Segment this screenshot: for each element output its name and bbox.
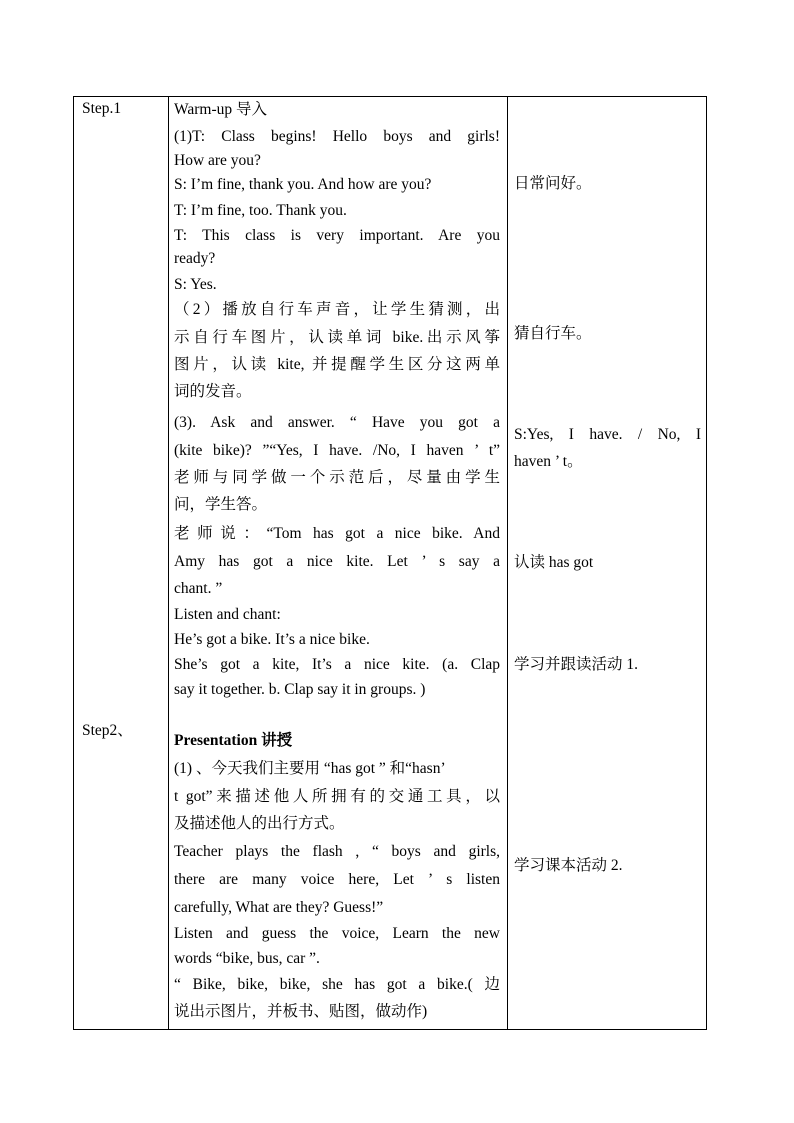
procedure-line: carefully, What are they? Guess!” [174,899,384,916]
procedure-line: （2）播放自行车声音，让学生猜测，出 [174,301,500,318]
procedure-line: (1) 、今天我们主要用 “has got ” 和“hasn’ [174,760,446,777]
procedure-line: Listen and guess the voice, Learn the new [174,925,500,942]
note-activity-1: 学习并跟读活动 1. [514,656,639,673]
presentation-title: Presentation 讲授 [174,732,293,749]
procedure-line: Amy has got a nice kite. Let ’ s say a [174,553,500,570]
note-activity-2: 学习课本活动 2. [514,857,623,874]
procedure-line: (1)T: Class begins! Hello boys and girls! [174,128,500,145]
column-divider-left [168,97,169,1029]
procedure-line: (3). Ask and answer. “ Have you got a [174,414,500,431]
procedure-line: 词的发音。 [174,383,252,400]
procedure-line: Listen and chant: [174,606,281,623]
procedure-line: T: This class is very important. Are you [174,227,500,244]
column-divider-right [507,97,508,1029]
lesson-plan-table: Step.1 Step2、 Warm-up 导入 (1)T: Class begins! Hello boys and girls! How are you? S: I’m fine, thank you. And how are you? T: I’m fine, too. Thank you. T: This class is very important. Are you ready? S: Yes. （2）播放自行车声音，让学生猜测，出 示自行车图片，认读单词 bike.出示风筝 图片，认读 kite, 并提醒学生区分这两单 词的发音。 (3). Ask and answer. “ Have you got a (kite bike)? ”“Yes, I have. /No, I haven ’ t” 老师与同学做一个示范后，尽量由学生 问，学生答。 老师说：“Tom has got a nice bike. And Amy has got a nice kite. Let ’ s say a chant. ” Listen and chant: He’s got a bike. It’s a nice bike. She’s got a kite, It’s a nice kite. (a. Clap say it together. b. Clap say it in groups. ) Presentation 讲授 (1) 、今天我们主要用 “has got ” 和“hasn’ t got”来描述他人所拥有的交通工具，以 及描述他人的出行方式。 Teacher plays the flash , “ boys and girls, there are many voice here, Let ’ s listen carefully, What are they? Guess!” Listen and guess the voice, Learn the new words “bike, bus, car ”. “ Bike, bike, bike, she has got a bike.( 边 说出示图片，并板书、贴图，做动作) 日常问好。 猜自行车。 S:Yes, I have. / No, I haven ’ t。 认读 has got 学习并跟读活动 1. 学习课本活动 2. [73,96,707,1030]
procedure-line: 老师与同学做一个示范后，尽量由学生 [174,469,500,486]
procedure-line: chant. ” [174,580,223,597]
procedure-line: How are you? [174,152,261,169]
note-answer-cont: haven ’ t。 [514,453,583,470]
warmup-title: Warm-up 导入 [174,101,268,118]
procedure-line: say it together. b. Clap say it in groups. ) [174,681,426,698]
procedure-line: S: I’m fine, thank you. And how are you? [174,176,432,193]
procedure-line: “ Bike, bike, bike, she has got a bike.( 边 [174,976,500,993]
procedure-line: ready? [174,250,216,267]
note-greeting: 日常问好。 [514,175,592,192]
procedure-line: She’s got a kite, It’s a nice kite. (a. Clap [174,656,500,673]
procedure-line: t got”来描述他人所拥有的交通工具，以 [174,788,500,805]
procedure-line: words “bike, bus, car ”. [174,950,320,967]
procedure-line: Teacher plays the flash , “ boys and girls, [174,843,500,860]
procedure-line: 老师说：“Tom has got a nice bike. And [174,525,500,542]
procedure-line: S: Yes. [174,276,217,293]
procedure-line: there are many voice here, Let ’ s listen [174,871,500,888]
procedure-line: 及描述他人的出行方式。 [174,815,345,832]
procedure-line: 图片，认读 kite, 并提醒学生区分这两单 [174,356,500,373]
note-has-got: 认读 has got [514,554,594,571]
procedure-line: 说出示图片，并板书、贴图，做动作) [174,1003,428,1020]
procedure-line: 示自行车图片，认读单词 bike.出示风筝 [174,329,500,346]
procedure-line: T: I’m fine, too. Thank you. [174,202,347,219]
procedure-line: 问，学生答。 [174,496,268,513]
note-answer: S:Yes, I have. / No, I [514,426,701,443]
note-guess-bike: 猜自行车。 [514,325,592,342]
procedure-line: He’s got a bike. It’s a nice bike. [174,631,370,648]
procedure-line: (kite bike)? ”“Yes, I have. /No, I haven ’ t” [174,442,500,459]
